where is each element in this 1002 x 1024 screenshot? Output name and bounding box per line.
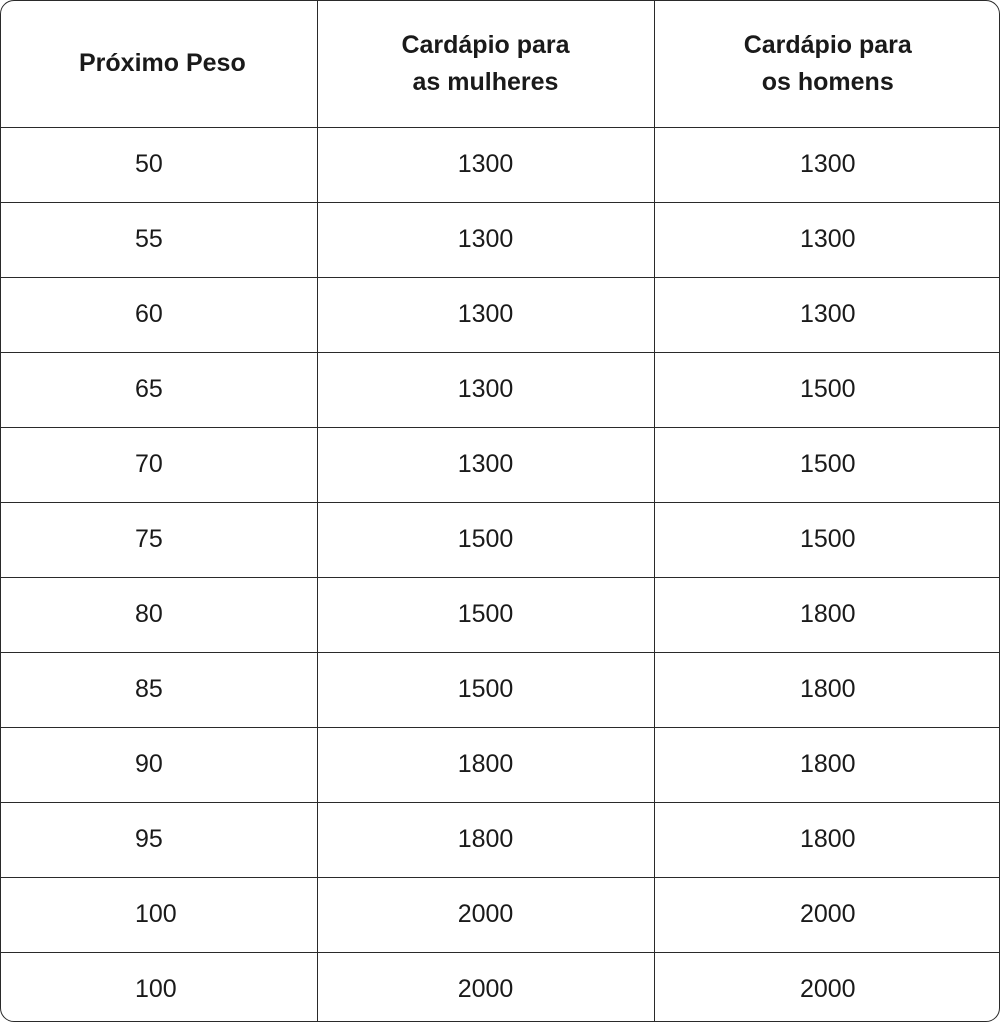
cell-women-menu: 1800	[317, 727, 654, 802]
cell-men-menu: 1800	[654, 727, 1000, 802]
table-row	[1, 577, 1000, 652]
cell-women-menu: 1300	[317, 427, 654, 502]
table-row	[1, 202, 1000, 277]
cell-weight: 75	[1, 502, 317, 577]
table-header	[1, 1, 1000, 127]
cell-weight: 95	[1, 802, 317, 877]
cell-weight: 65	[1, 352, 317, 427]
cell-weight: 60	[1, 277, 317, 352]
table-row	[1, 127, 1000, 202]
cell-men-menu: 1300	[654, 202, 1000, 277]
cell-weight: 80	[1, 577, 317, 652]
cell-women-menu: 1300	[317, 352, 654, 427]
cell-men-menu: 1300	[654, 127, 1000, 202]
table-body	[1, 127, 1000, 1022]
cell-men-menu: 1800	[654, 577, 1000, 652]
cell-weight: 85	[1, 652, 317, 727]
cell-men-menu: 1500	[654, 502, 1000, 577]
table	[1, 1, 1000, 1022]
table-row	[1, 802, 1000, 877]
cell-men-menu: 2000	[654, 952, 1000, 1022]
cell-women-menu: 1500	[317, 577, 654, 652]
header-women-menu	[317, 1, 654, 127]
cell-women-menu: 2000	[317, 877, 654, 952]
cell-men-menu: 1800	[654, 652, 1000, 727]
cell-men-menu: 1500	[654, 427, 1000, 502]
cell-women-menu: 2000	[317, 952, 654, 1022]
cell-women-menu: 1300	[317, 127, 654, 202]
table-row	[1, 277, 1000, 352]
table-row	[1, 352, 1000, 427]
table-row	[1, 952, 1000, 1022]
cell-women-menu: 1800	[317, 802, 654, 877]
cell-weight: 100	[1, 877, 317, 952]
cell-weight: 50	[1, 127, 317, 202]
cell-women-menu: 1500	[317, 652, 654, 727]
cell-men-menu: 1300	[654, 277, 1000, 352]
table-row	[1, 652, 1000, 727]
header-men-menu	[654, 1, 1000, 127]
header-women-menu-line-1: Cardápio para	[401, 30, 570, 59]
cell-weight: 90	[1, 727, 317, 802]
table-row	[1, 877, 1000, 952]
cell-men-menu: 1500	[654, 352, 1000, 427]
cell-weight: 100	[135, 975, 177, 1004]
cell-weight: 70	[1, 427, 317, 502]
header-men-menu-line-1: Cardápio para	[743, 30, 912, 59]
table-row	[1, 427, 1000, 502]
table-row	[1, 727, 1000, 802]
header-next-weight	[1, 1, 317, 127]
header-next-weight-line-1: Próximo Peso	[79, 49, 246, 78]
cell-women-menu: 1500	[317, 502, 654, 577]
cell-weight: 55	[1, 202, 317, 277]
cell-women-menu: 1300	[317, 277, 654, 352]
cell-men-menu: 1800	[654, 802, 1000, 877]
cell-women-menu: 1300	[317, 202, 654, 277]
cell-men-menu: 2000	[654, 877, 1000, 952]
header-women-menu-line-2: as mulheres	[412, 67, 559, 96]
header-row	[1, 1, 1000, 127]
table-row	[1, 502, 1000, 577]
header-men-menu-line-2: os homens	[761, 67, 894, 96]
